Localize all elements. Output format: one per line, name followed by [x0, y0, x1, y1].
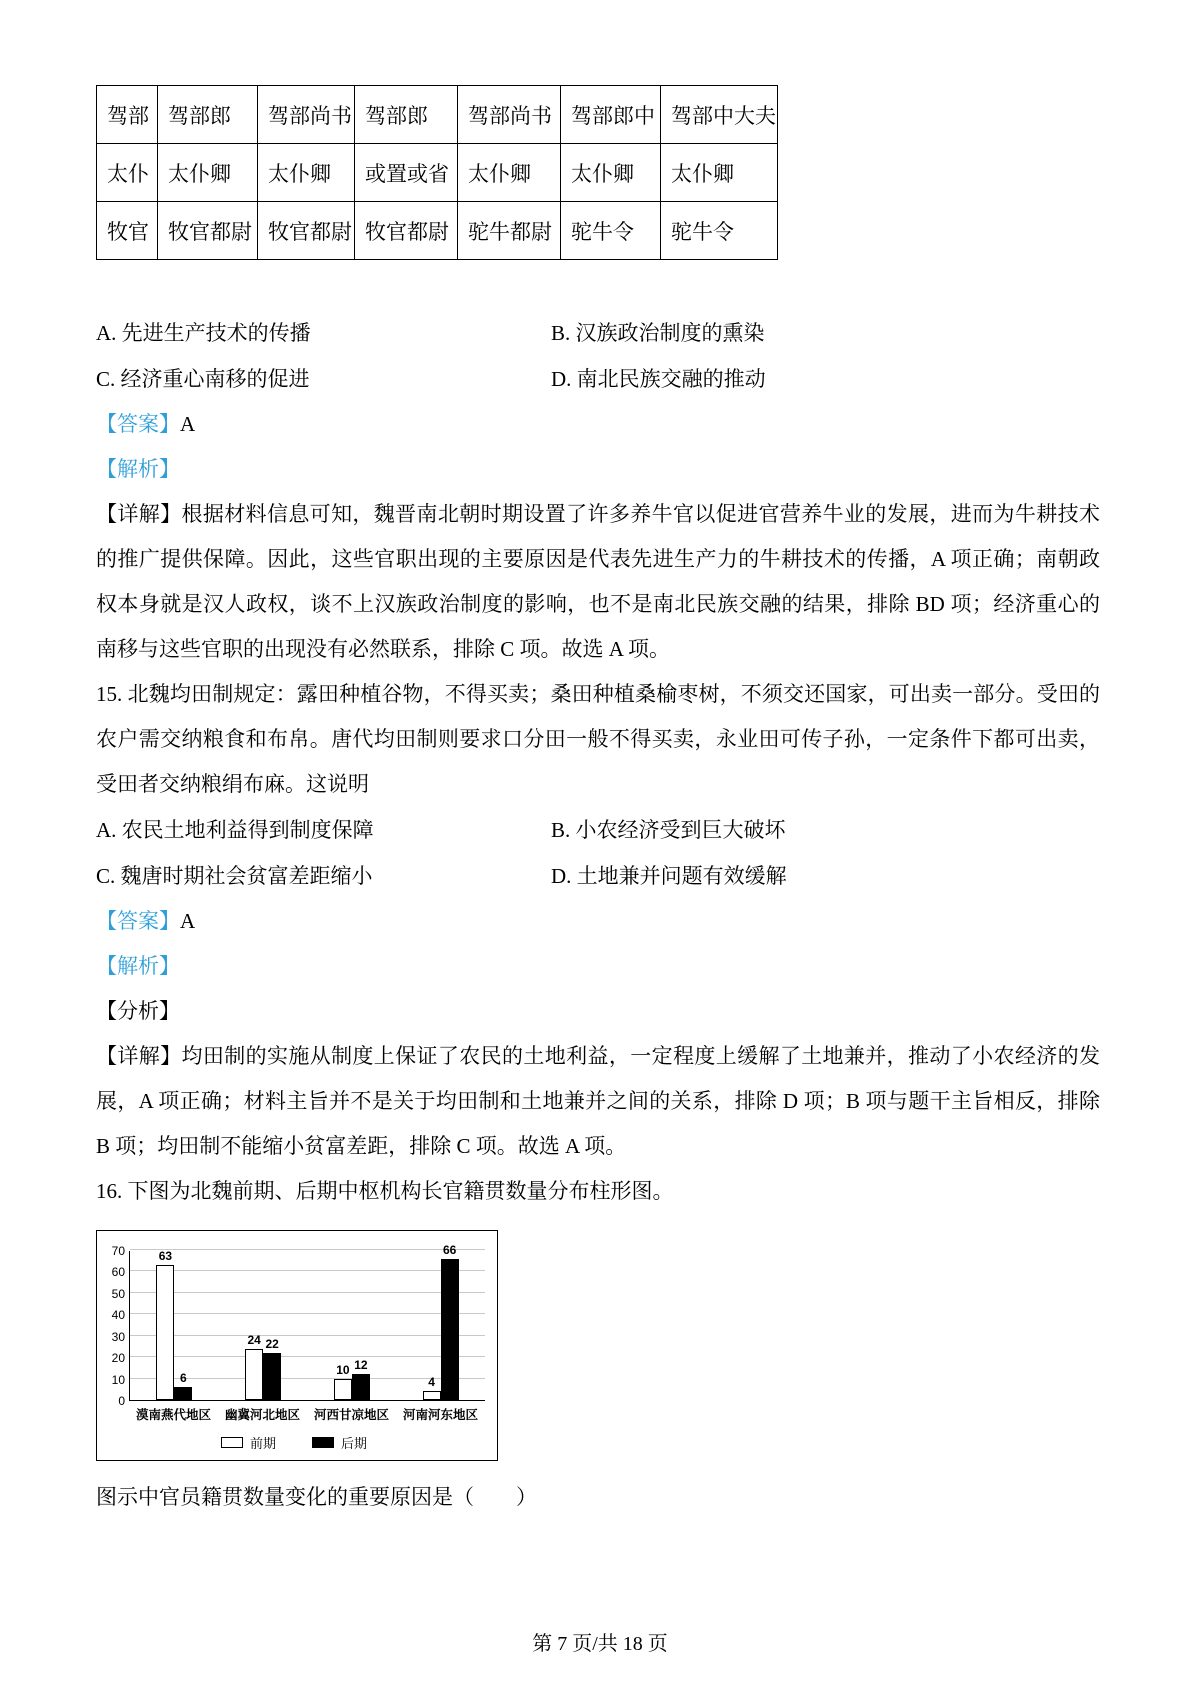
- answer-label: 【答案】: [96, 909, 180, 933]
- y-axis-tick-label: 60: [111, 1265, 125, 1280]
- x-axis-category-label: 漠南燕代地区: [135, 1408, 211, 1422]
- answer-label: 【答案】: [96, 412, 180, 436]
- q15-option-a: A. 农民土地利益得到制度保障: [96, 818, 374, 842]
- q15-answer-line: [96, 899, 1100, 944]
- legend-swatch: [221, 1437, 243, 1448]
- x-axis-category-label: 幽冀河北地区: [224, 1408, 300, 1422]
- q14-options-row-2: [96, 356, 1100, 402]
- table-row: [97, 86, 778, 144]
- table-cell: 太仆卿: [561, 144, 661, 202]
- table-cell: 太仆卿: [661, 144, 778, 202]
- bar-value-label: 10: [336, 1362, 350, 1377]
- q14-option-a: A. 先进生产技术的传播: [96, 321, 311, 345]
- table-cell: 驾部尚书: [458, 86, 561, 144]
- y-axis-tick-label: 50: [111, 1286, 125, 1301]
- q15-options-row-1: [96, 807, 1100, 853]
- table-cell: 驼牛令: [561, 202, 661, 260]
- y-axis: [103, 1244, 129, 1408]
- y-axis-tick-label: 10: [111, 1372, 125, 1387]
- bar-前期-漠南燕代地区: [156, 1249, 174, 1400]
- table-cell: 或置或省: [355, 144, 458, 202]
- bar-前期-幽冀河北地区: [245, 1332, 263, 1400]
- y-axis-tick-label: 40: [111, 1308, 125, 1323]
- y-axis-tick-label: 70: [111, 1244, 125, 1258]
- y-axis-tick-label: 0: [118, 1394, 125, 1408]
- bar-value-label: 12: [354, 1358, 368, 1373]
- bar-前期-河南河东地区: [423, 1375, 441, 1400]
- q15-option-c: C. 魏唐时期社会贫富差距缩小: [96, 864, 373, 888]
- q14-detail: 【详解】根据材料信息可知，魏晋南北朝时期设置了许多养牛官以促进官营养牛业的发展，进而为牛耕技术的推广提供保障。因此，这些官职出现的主要原因是代表先进生产力的牛耕技术的传播，A 项正确；南朝政权本身就是汉人政权，谈不上汉族政治制度的影响，也不是南北民族交融的结果，排除 BD 项；经济重心的南移与这些官职的出现没有必然联系，排除 C 项。故选 A 项。: [96, 502, 1100, 661]
- table-cell: 牧官都尉: [158, 202, 258, 260]
- q14-option-d: D. 南北民族交融的推动: [551, 367, 766, 391]
- bar-后期-漠南燕代地区: [174, 1371, 192, 1400]
- answer-value: A: [180, 412, 196, 436]
- bar-前期-河西甘凉地区: [334, 1362, 352, 1400]
- bar-value-label: 24: [247, 1332, 261, 1347]
- bar-value-label: 4: [428, 1375, 435, 1390]
- q14-option-c: C. 经济重心南移的促进: [96, 367, 310, 391]
- bar-后期-河南河东地区: [441, 1242, 459, 1400]
- table-cell: 驾部郎: [355, 86, 458, 144]
- q14-jiexi-label: 【解析】: [96, 457, 180, 481]
- q14-options-row-1: [96, 310, 1100, 356]
- chart-plot-row: [103, 1242, 485, 1408]
- q14-option-b: B. 汉族政治制度的熏染: [551, 321, 765, 345]
- legend-swatch: [312, 1437, 334, 1448]
- bar-后期-河西甘凉地区: [352, 1358, 370, 1400]
- page-footer: 第 7 页/共 18 页: [532, 1633, 668, 1655]
- bar-value-label: 22: [265, 1336, 279, 1351]
- q14-answer-line: [96, 402, 1100, 447]
- table-cell: 驾部尚书: [258, 86, 355, 144]
- legend-label: 后期: [341, 1436, 368, 1451]
- plot-area: [129, 1242, 485, 1401]
- table-cell: 太仆: [97, 144, 158, 202]
- bar-后期-幽冀河北地区: [263, 1336, 281, 1400]
- bar-group: [396, 1242, 485, 1400]
- x-axis-category-label: 河南河东地区: [402, 1408, 478, 1422]
- table-cell: 牧官: [97, 202, 158, 260]
- table-cell: 牧官都尉: [258, 202, 355, 260]
- bar-group: [219, 1251, 308, 1400]
- bar-value-label: 66: [442, 1242, 457, 1257]
- bar-group: [130, 1251, 219, 1400]
- table-row: [97, 144, 778, 202]
- q16-lead: 16. 下图为北魏前期、后期中枢机构长官籍贯数量分布柱形图。: [96, 1179, 674, 1203]
- legend-label: 前期: [249, 1436, 276, 1451]
- y-axis-tick-label: 30: [111, 1329, 125, 1344]
- table-cell: 太仆卿: [258, 144, 355, 202]
- bar-value-label: 63: [158, 1249, 173, 1263]
- q15-jiexi-label: 【解析】: [96, 954, 180, 978]
- table-cell: 驾部郎: [158, 86, 258, 144]
- q15-options-row-2: [96, 853, 1100, 899]
- legend-item-前期: [221, 1433, 276, 1452]
- table-cell: 驾部郎中: [561, 86, 661, 144]
- q15-detail: 【详解】均田制的实施从制度上保证了农民的土地利益，一定程度上缓解了土地兼并，推动了小农经济的发展，A 项正确；材料主旨并不是关于均田制和土地兼并之间的关系，排除 D 项；B 项与题干主旨相反，排除 B 项；均田制不能缩小贫富差距，排除 C 项。故选 A 项。: [96, 1044, 1100, 1158]
- q15-option-d: D. 土地兼并问题有效缓解: [551, 864, 787, 888]
- gridline: [130, 1249, 485, 1250]
- table-cell: 驼牛都尉: [458, 202, 561, 260]
- legend-item-后期: [312, 1433, 367, 1452]
- table-cell: 太仆卿: [458, 144, 561, 202]
- officials-table: [96, 85, 778, 260]
- table-cell: 太仆卿: [158, 144, 258, 202]
- table-row: [97, 202, 778, 260]
- table-cell: 驼牛令: [661, 202, 778, 260]
- q15-option-b: B. 小农经济受到巨大破坏: [551, 818, 786, 842]
- chart-legend: [103, 1433, 485, 1452]
- chart-box: [96, 1230, 498, 1461]
- x-axis-labels: [129, 1405, 485, 1423]
- bar-group: [308, 1251, 397, 1400]
- q15-fenxi-label: 【分析】: [96, 999, 180, 1023]
- q16-bar-chart: [96, 1230, 1100, 1461]
- q16-question: 图示中官员籍贯数量变化的重要原因是（ ）: [96, 1485, 537, 1509]
- table-cell: 牧官都尉: [355, 202, 458, 260]
- bar-value-label: 6: [180, 1371, 187, 1386]
- table-cell: 驾部中大夫: [661, 86, 778, 144]
- y-axis-tick-label: 20: [111, 1351, 125, 1366]
- table-cell: 驾部: [97, 86, 158, 144]
- x-axis-category-label: 河西甘凉地区: [313, 1408, 389, 1422]
- q15-stem: 15. 北魏均田制规定：露田种植谷物，不得买卖；桑田种植桑榆枣树，不须交还国家，可出卖一部分。受田的农户需交纳粮食和布帛。唐代均田制则要求口分田一般不得买卖，永业田可传子孙，一定条件下都可出卖，受田者交纳粮绢布麻。这说明: [96, 682, 1100, 796]
- answer-value: A: [180, 909, 196, 933]
